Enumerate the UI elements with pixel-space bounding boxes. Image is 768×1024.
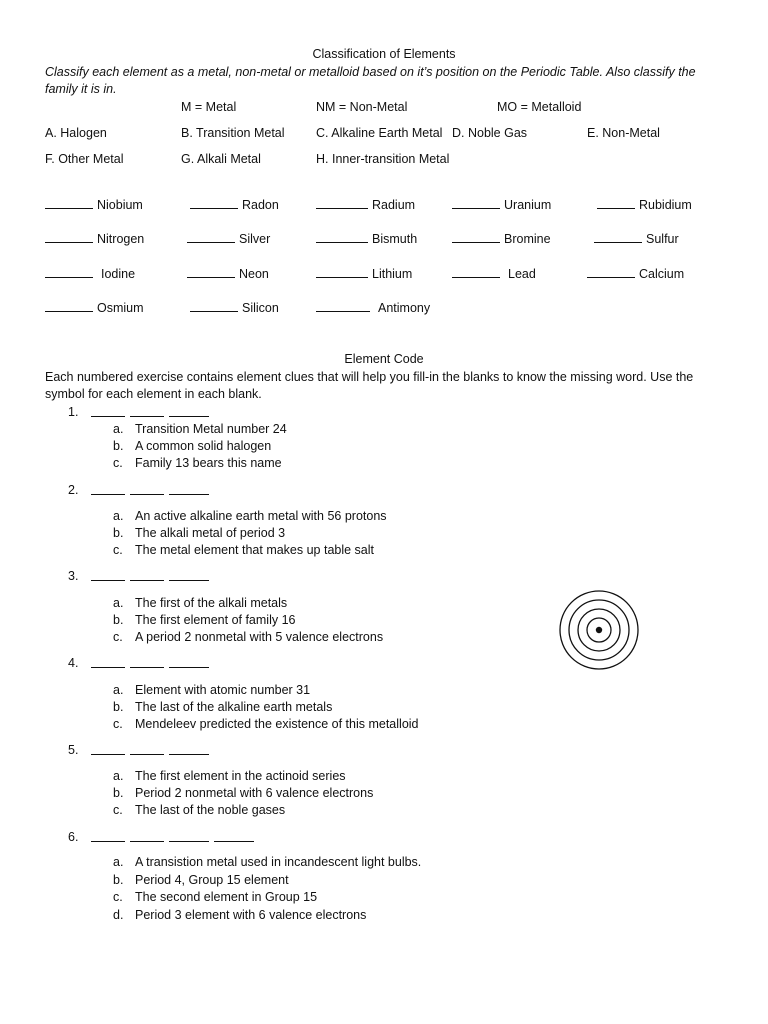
element-item[interactable]: Lead [452, 266, 536, 281]
answer-blank[interactable] [91, 483, 125, 495]
clue-item: a. The first element in the actinoid series [113, 769, 346, 783]
answer-blank[interactable] [169, 743, 209, 755]
answer-blank[interactable] [91, 743, 125, 755]
answer-blank[interactable] [316, 300, 370, 312]
exercise-number: 2. [68, 483, 79, 497]
answer-blank[interactable] [214, 830, 254, 842]
answer-blank[interactable] [130, 830, 164, 842]
clue-item: a. A transistion metal used in incandescent light bulbs. [113, 855, 422, 869]
clue-item: a. The first of the alkali metals [113, 596, 288, 610]
element-code-instructions: Each numbered exercise contains element clues that will help you fill-in the blanks to know the missing word. Use the [45, 370, 694, 384]
answer-blank[interactable] [587, 266, 635, 278]
answer-blank[interactable] [169, 483, 209, 495]
answer-blank[interactable] [187, 266, 235, 278]
element-item[interactable]: Rubidium [597, 197, 692, 212]
answer-blank[interactable] [45, 300, 93, 312]
clue-item: b. Period 2 nonmetal with 6 valence electrons [113, 786, 374, 800]
element-item[interactable]: Nitrogen [45, 231, 144, 246]
element-code-instructions-cont: symbol for each element in each blank. [45, 387, 262, 401]
exercise-number: 3. [68, 569, 79, 583]
answer-blank[interactable] [91, 569, 125, 581]
clue-item: a. Transition Metal number 24 [113, 422, 287, 436]
legend-metal: M = Metal [181, 100, 237, 114]
answer-blank[interactable] [316, 266, 368, 278]
answer-blank[interactable] [45, 266, 93, 278]
element-item[interactable]: Sulfur [594, 231, 679, 246]
answer-blank[interactable] [452, 231, 500, 243]
answer-blank[interactable] [316, 231, 368, 243]
clue-item: b. The last of the alkaline earth metals [113, 700, 333, 714]
answer-blank[interactable] [594, 231, 642, 243]
exercise-blanks[interactable] [91, 569, 214, 584]
clue-item: c. A period 2 nonmetal with 5 valence electrons [113, 630, 384, 644]
classification-instructions-cont: family it is in. [45, 82, 117, 96]
element-item[interactable]: Antimony [316, 300, 430, 315]
clue-item: c. Family 13 bears this name [113, 456, 282, 470]
exercise-blanks[interactable] [91, 830, 259, 845]
answer-blank[interactable] [169, 405, 209, 417]
answer-blank[interactable] [45, 197, 93, 209]
element-item[interactable]: Bismuth [316, 231, 417, 246]
exercise-blanks[interactable] [91, 656, 214, 671]
clue-item: b. The first element of family 16 [113, 613, 296, 627]
element-item[interactable]: Neon [187, 266, 269, 281]
answer-blank[interactable] [169, 656, 209, 668]
answer-blank[interactable] [169, 569, 209, 581]
element-item[interactable]: Niobium [45, 197, 143, 212]
element-item[interactable]: Radium [316, 197, 415, 212]
clue-item: c. The second element in Group 15 [113, 890, 318, 904]
clue-item: c. The metal element that makes up table salt [113, 543, 375, 557]
exercise-number: 6. [68, 830, 79, 844]
family-option: B. Transition Metal [181, 126, 285, 140]
family-option: H. Inner-transition Metal [316, 152, 450, 166]
answer-blank[interactable] [190, 197, 238, 209]
family-option: A. Halogen [45, 126, 107, 140]
family-option: E. Non-Metal [587, 126, 660, 140]
element-item[interactable]: Lithium [316, 266, 412, 281]
exercise-number: 5. [68, 743, 79, 757]
answer-blank[interactable] [91, 656, 125, 668]
element-item[interactable]: Bromine [452, 231, 551, 246]
answer-blank[interactable] [91, 830, 125, 842]
atom-icon [558, 589, 640, 671]
legend-nonmetal: NM = Non-Metal [316, 100, 408, 114]
element-item[interactable]: Uranium [452, 197, 551, 212]
answer-blank[interactable] [190, 300, 238, 312]
element-code-title: Element Code [344, 352, 424, 366]
element-item[interactable]: Osmium [45, 300, 144, 315]
answer-blank[interactable] [130, 656, 164, 668]
exercise-blanks[interactable] [91, 483, 214, 498]
clue-item: b. A common solid halogen [113, 439, 272, 453]
family-option: C. Alkaline Earth Metal [316, 126, 443, 140]
classification-instructions: Classify each element as a metal, non-metal or metalloid based on it’s position on the Periodic Table. Also classify the [45, 65, 696, 79]
clue-item: d. Period 3 element with 6 valence electrons [113, 908, 367, 922]
clue-item: b. Period 4, Group 15 element [113, 873, 289, 887]
legend-metalloid: MO = Metalloid [497, 100, 582, 114]
exercise-number: 1. [68, 405, 79, 419]
answer-blank[interactable] [187, 231, 235, 243]
element-item[interactable]: Silicon [190, 300, 279, 315]
element-item[interactable]: Iodine [45, 266, 135, 281]
answer-blank[interactable] [45, 231, 93, 243]
clue-item: c. The last of the noble gases [113, 803, 286, 817]
answer-blank[interactable] [452, 197, 500, 209]
family-option: D. Noble Gas [452, 126, 528, 140]
answer-blank[interactable] [91, 405, 125, 417]
exercise-blanks[interactable] [91, 743, 214, 758]
element-item[interactable]: Radon [190, 197, 279, 212]
answer-blank[interactable] [452, 266, 500, 278]
answer-blank[interactable] [130, 743, 164, 755]
answer-blank[interactable] [597, 197, 635, 209]
answer-blank[interactable] [130, 569, 164, 581]
family-option: G. Alkali Metal [181, 152, 261, 166]
element-item[interactable]: Calcium [587, 266, 684, 281]
element-item[interactable]: Silver [187, 231, 270, 246]
clue-item: a. An active alkaline earth metal with 56 protons [113, 509, 387, 523]
exercise-blanks[interactable] [91, 405, 214, 420]
exercise-number: 4. [68, 656, 79, 670]
family-option: F. Other Metal [45, 152, 124, 166]
answer-blank[interactable] [130, 483, 164, 495]
answer-blank[interactable] [130, 405, 164, 417]
clue-item: b. The alkali metal of period 3 [113, 526, 286, 540]
answer-blank[interactable] [169, 830, 209, 842]
classification-title: Classification of Elements [312, 47, 456, 61]
clue-item: c. Mendeleev predicted the existence of this metalloid [113, 717, 419, 731]
answer-blank[interactable] [316, 197, 368, 209]
clue-item: a. Element with atomic number 31 [113, 683, 311, 697]
